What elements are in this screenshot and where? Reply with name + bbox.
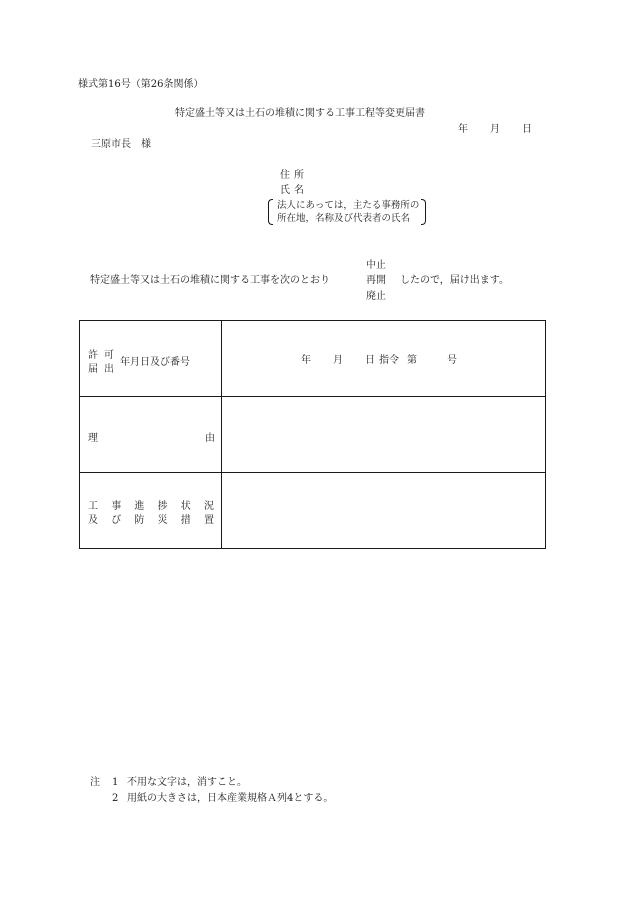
progress-label-cell [80, 473, 222, 549]
reason-label-right: 由 [205, 433, 215, 444]
permit-designation: 指令 [379, 355, 399, 366]
notes-heading: 注 [90, 777, 100, 788]
statement-tail: したので，届け出ます。 [400, 275, 509, 286]
addressee: 三原市長 様 [91, 139, 151, 150]
address-label: 住所 [280, 170, 308, 181]
char: 事 [111, 501, 122, 512]
reason-label-left: 理 [88, 433, 98, 444]
table-row-reason [80, 397, 546, 473]
date-month: 月 [490, 124, 500, 135]
char: 況 [203, 501, 214, 512]
progress-label-line2 [88, 511, 214, 526]
statement-main: 特定盛土等又は土石の堆積に関する工事を次のとおり [90, 275, 330, 286]
permit-number-suffix: 号 [447, 355, 457, 366]
permit-month: 月 [333, 355, 343, 366]
date-day: 日 [522, 124, 532, 135]
note-1-number: 1 [112, 777, 119, 788]
permit-no: 第 [407, 355, 417, 366]
note-1-text: 不用な文字は，消すこと。 [127, 777, 247, 788]
reason-value-cell[interactable] [222, 397, 546, 473]
option-abolish: 廃止 [366, 291, 386, 302]
reason-label-cell [80, 397, 222, 473]
form-number: 様式第16号（第26条関係） [78, 79, 204, 90]
permit-label-b: 届出 [88, 364, 120, 375]
permit-label-a: 許可 [88, 350, 120, 361]
progress-label-line1 [88, 497, 214, 512]
corp-note-line1: 法人にあっては，主たる事務所の [277, 200, 420, 211]
char: 及 [88, 515, 98, 526]
right-bracket [421, 199, 426, 225]
left-bracket [268, 199, 273, 225]
char: 置 [203, 515, 214, 526]
char: 災 [157, 515, 168, 526]
permit-year: 年 [301, 355, 311, 366]
info-table [79, 320, 546, 549]
permit-day: 日 [365, 355, 375, 366]
option-resume: 再開 [366, 275, 386, 286]
submission-date [458, 125, 532, 135]
note-2-text: 用紙の大きさは，日本産業規格Ａ列4とする。 [127, 793, 334, 804]
note-2-number: 2 [112, 793, 119, 804]
option-suspend: 中止 [366, 260, 386, 271]
char: 捗 [157, 501, 168, 512]
char: 防 [134, 515, 145, 526]
name-label: 氏名 [280, 185, 308, 196]
document-title: 特定盛土等又は土石の堆積に関する工事工程等変更届書 [175, 108, 425, 119]
table-row-permit [80, 321, 546, 397]
permit-label-cell [80, 321, 222, 397]
char: び [111, 515, 122, 526]
permit-label-sub: 年月日及び番号 [120, 357, 190, 368]
table-row-progress [80, 473, 546, 549]
progress-value-cell[interactable] [222, 473, 546, 549]
char: 工 [88, 501, 98, 512]
corporation-note [268, 199, 426, 226]
char: 進 [134, 501, 145, 512]
permit-value-cell[interactable] [222, 321, 546, 397]
char: 措 [180, 515, 191, 526]
char: 状 [180, 501, 191, 512]
date-year: 年 [458, 124, 468, 135]
corp-note-line2: 所在地，名称及び代表者の氏名 [277, 213, 411, 224]
